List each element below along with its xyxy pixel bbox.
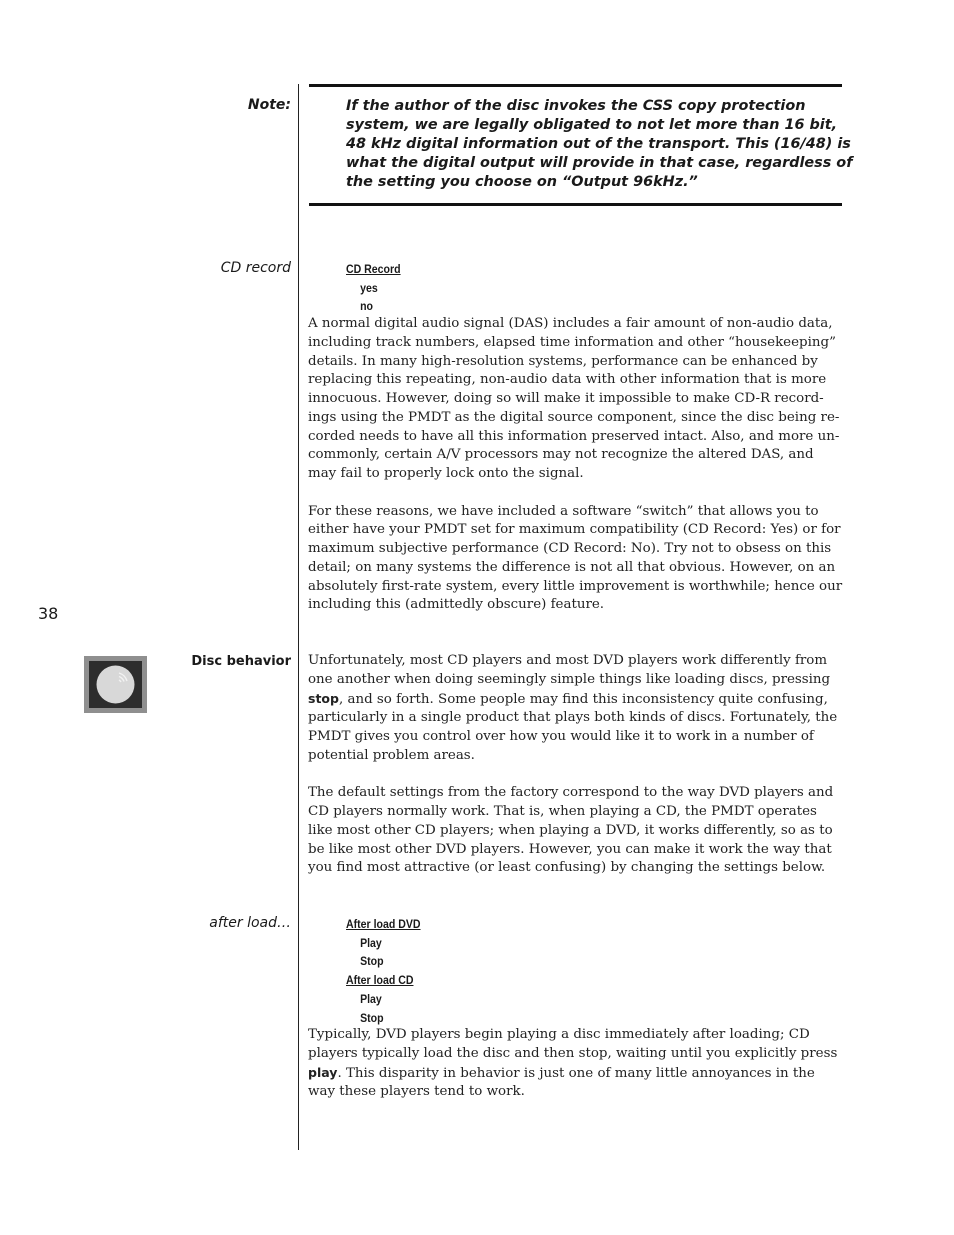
body-line-rest: , and so forth. Some people may find this inconsistency quite confusing,	[338, 691, 828, 707]
body-line	[308, 690, 842, 710]
body-line: details. In many high-resolution systems, performance can be enhanced by	[308, 353, 818, 369]
body-line-rest: . This disparity in behavior is just one of many little annoyances in the	[337, 1065, 815, 1081]
body-line: like most other CD players; when playing a DVD, it works differently, so as to	[308, 822, 833, 838]
note-text	[346, 97, 853, 192]
body-line: potential problem areas.	[308, 747, 475, 763]
body-line: innocuous. However, doing so will make it impossible to make CD-R record-	[308, 391, 824, 406]
body-line: replacing this repeating, non-audio data with other information that is more	[308, 372, 827, 388]
disc-behavior-label: Disc behavior	[191, 654, 291, 669]
body-line: corded needs to have all this information preserved intact. Also, and more un-	[308, 428, 840, 444]
cd-record-option-yes: yes	[360, 280, 378, 295]
body-line: one another when doing seemingly simple things like loading discs, pressing	[308, 671, 831, 687]
note-top-rule	[309, 84, 842, 87]
disc-behavior-body	[308, 652, 842, 878]
body-line: Unfortunately, most CD players and most DVD players work differently from	[308, 653, 828, 668]
after-load-menu	[346, 915, 421, 1027]
body-line: PMDT gives you control over how you would like it to work in a number of	[308, 729, 814, 744]
stop-keyword: stop	[308, 690, 339, 706]
body-line: commonly, certain A/V processors may not recognize the altered DAS, and	[308, 447, 814, 463]
note-line: the setting you choose on “Output 96kHz.”	[346, 174, 698, 190]
body-line: may fail to properly lock onto the signal.	[308, 466, 584, 481]
after-load-cd-menu-title: After load CD	[346, 973, 414, 988]
cd-record-menu	[346, 260, 401, 316]
play-keyword: play	[308, 1064, 338, 1080]
note-bottom-rule	[309, 203, 842, 206]
body-line: detail; on many systems the difference is not all that obvious. However, on an	[308, 559, 836, 575]
paragraph-gap	[308, 484, 842, 503]
paragraph-gap	[308, 766, 842, 785]
body-line: The default settings from the factory correspond to the way DVD players and	[308, 785, 834, 801]
body-line: either have your PMDT set for maximum compatibility (CD Record: Yes) or for	[308, 522, 841, 538]
after-load-dvd-option-stop: Stop	[360, 954, 384, 969]
note-line: If the author of the disc invokes the CSS copy protection	[346, 98, 806, 114]
note-line: what the digital output will provide in that case, regardless of	[346, 155, 853, 171]
body-line	[308, 1064, 842, 1084]
body-line: Typically, DVD players begin playing a disc immediately after loading; CD	[308, 1027, 810, 1042]
body-line: players typically load the disc and then stop, waiting until you explicitly press	[308, 1045, 838, 1061]
after-load-dvd-option-play: Play	[360, 935, 382, 950]
body-line: ings using the PMDT as the digital source component, since the disc being re-	[308, 409, 840, 425]
body-line: particularly in a single product that plays both kinds of discs. Fortunately, the	[308, 710, 838, 726]
body-line: absolutely first-rate system, every little improvement is worthwhile; hence our	[308, 578, 843, 594]
cd-record-menu-title: CD Record	[346, 262, 401, 276]
body-line: CD players normally work. That is, when playing a CD, the PMDT operates	[308, 804, 817, 819]
body-line: maximum subjective performance (CD Record: No). Try not to obsess on this	[308, 541, 832, 556]
after-load-cd-option-stop: Stop	[360, 1010, 384, 1025]
after-load-label: after load…	[209, 915, 291, 931]
body-line: For these reasons, we have included a software “switch” that allows you to	[308, 503, 819, 519]
cd-record-option-no: no	[360, 299, 373, 314]
cd-record-label: CD record	[220, 260, 291, 276]
after-load-dvd-menu-title: After load DVD	[346, 917, 421, 931]
margin-vertical-rule	[298, 84, 299, 1150]
note-line: 48 kHz digital information out of the transport. This (16/48) is	[346, 136, 851, 152]
note-label: Note:	[247, 97, 291, 113]
page-number: 38	[38, 604, 59, 623]
note-line: system, we are legally obligated to not let more than 16 bit,	[346, 117, 838, 133]
after-load-cd-option-play: Play	[360, 991, 382, 1006]
body-line: be like most other DVD players. However, you can make it work the way that	[308, 841, 832, 857]
body-line: you find most attractive (or least confusing) by changing the settings below.	[308, 860, 826, 876]
body-line: way these players tend to work.	[308, 1084, 525, 1100]
body-line: including track numbers, elapsed time information and other “housekeeping”	[308, 334, 836, 350]
after-load-body	[308, 1026, 842, 1102]
cd-record-body	[308, 315, 842, 615]
body-line: A normal digital audio signal (DAS) includes a fair amount of non-audio data,	[308, 316, 833, 331]
body-line: including this (admittedly obscure) feature.	[308, 597, 605, 613]
